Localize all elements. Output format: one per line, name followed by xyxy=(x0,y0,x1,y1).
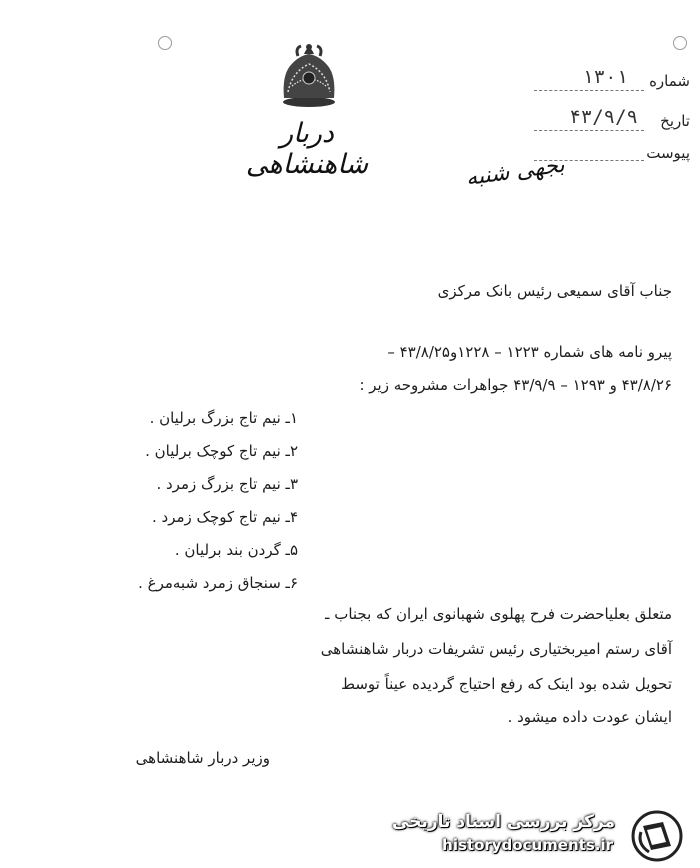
closing-signature: وزیر دربار شاهنشاهی xyxy=(135,749,270,767)
letter-line: پیرو نامه های شماره ۱۲۲۳ – ۱۲۲۸و۴۳/۸/۲۵ – xyxy=(387,343,672,361)
list-item: ۴ـ نیم تاج کوچک زمرد . xyxy=(152,508,298,526)
attachment-label: پیوست xyxy=(646,144,690,162)
crown-emblem-icon xyxy=(268,42,350,108)
number-value: ۱۳۰۱ xyxy=(582,66,628,88)
watermark xyxy=(392,806,693,864)
letter-line: ایشان عودت داده میشود . xyxy=(507,708,672,726)
date-field xyxy=(530,106,690,136)
letter-line: متعلق بعلیاحضرت فرح پهلوی شهبانوی ایران که بجناب ـ xyxy=(325,605,672,623)
punch-hole xyxy=(158,36,172,50)
date-label: تاریخ xyxy=(660,112,690,130)
letterhead-title: دربار شاهنشاهی xyxy=(245,118,369,180)
document-stack-icon xyxy=(627,810,687,862)
addressee: جناب آقای سمیعی رئیس بانک مرکزی xyxy=(437,282,672,300)
watermark-title: مرکز بررسی اسناد تاریخی xyxy=(392,812,615,832)
number-underline xyxy=(534,90,644,91)
letter-line: ۴۳/۸/۲۶ و ۱۲۹۳ – ۴۳/۹/۹ جواهرات مشروحه زیر : xyxy=(359,376,672,394)
list-item: ۳ـ نیم تاج بزرگ زمرد . xyxy=(156,475,298,493)
list-item: ۵ـ گردن بند برلیان . xyxy=(174,541,298,559)
letter-line: آقای رستم امیربختیاری رئیس تشریفات دربار شاهنشاهی xyxy=(320,640,672,658)
number-label: شماره xyxy=(649,72,690,90)
list-item: ۱ـ نیم تاج بزرگ برلیان . xyxy=(149,409,298,427)
list-item: ۲ـ نیم تاج کوچک برلیان . xyxy=(145,442,298,460)
handwritten-annotation: بجهی شنبه xyxy=(464,152,567,192)
watermark-url: historydocuments.ir xyxy=(442,836,613,854)
number-field xyxy=(530,66,690,96)
punch-hole xyxy=(673,36,687,50)
date-underline xyxy=(534,130,644,131)
date-value: ۴۳/۹/۹ xyxy=(569,106,638,128)
letter-line: تحویل شده بود اینک که رفع احتیاج گردیده عیناً توسط xyxy=(341,675,672,693)
list-item: ۶ـ سنجاق زمرد شبه‌مرغ . xyxy=(138,574,298,592)
